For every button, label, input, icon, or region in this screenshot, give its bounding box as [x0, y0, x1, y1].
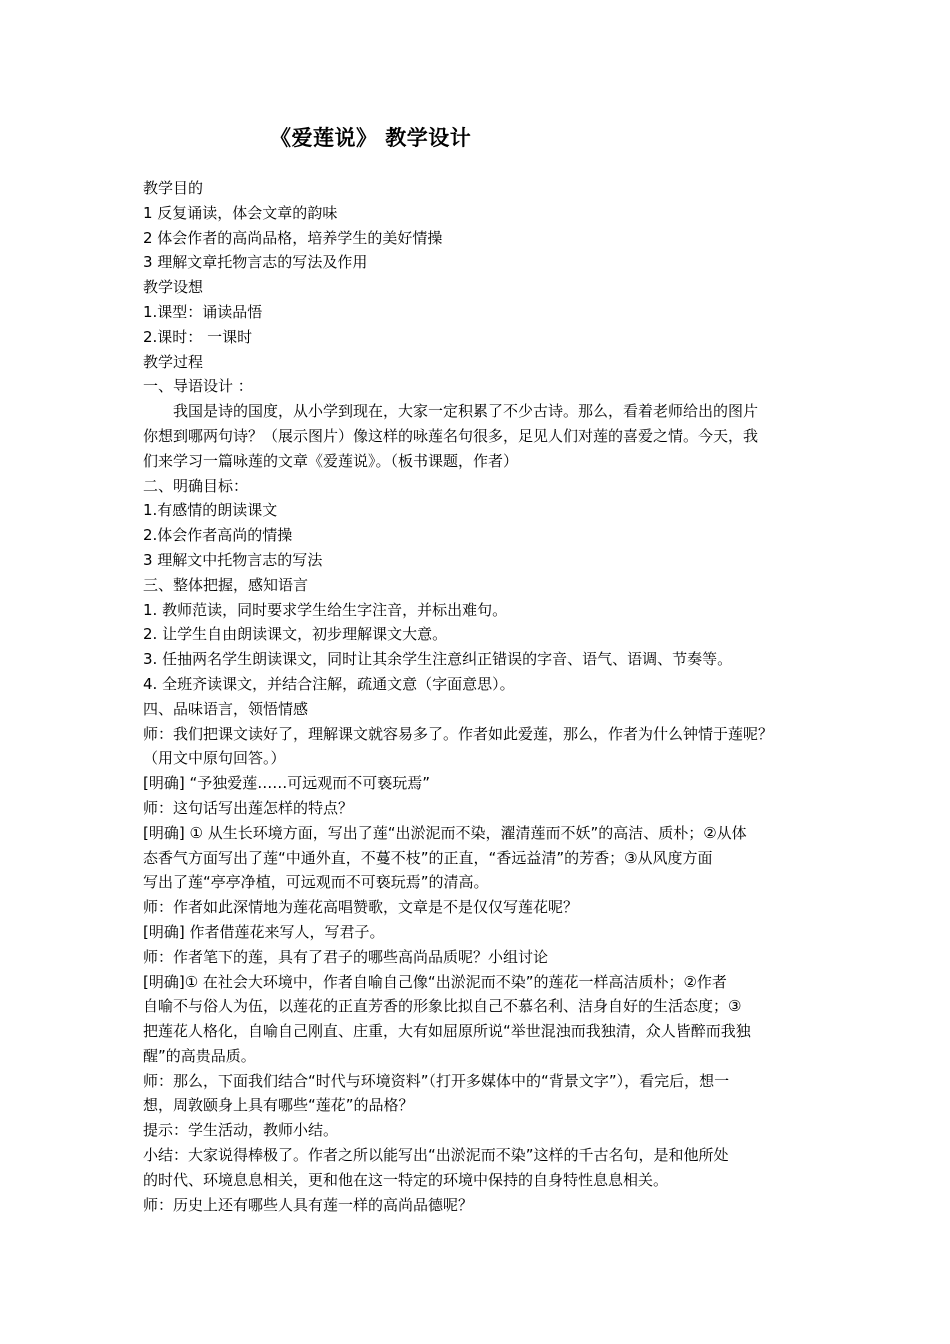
text-line: 4. 全班齐读课文，并结合注解，疏通文意（字面意思）。 — [143, 674, 515, 693]
text-line: 师：历史上还有哪些人具有莲一样的高尚品德呢？ — [143, 1195, 474, 1214]
text-line: 2.课时： 一课时 — [143, 327, 253, 346]
text-line: 小结：大家说得棒极了。作者之所以能写出“出淤泥而不染”这样的千古名句，是和他所处 — [143, 1146, 729, 1165]
text-line: 醒”的高贵品质。 — [143, 1046, 256, 1065]
text-line: 一、导语设计 ： — [143, 377, 253, 396]
text-line: 二、明确目标： — [143, 476, 249, 495]
text-line: 教学设想 — [143, 278, 204, 297]
text-line: 教学过程 — [143, 352, 204, 371]
text-line: 想，周敦颐身上具有哪些“莲花”的品格？ — [143, 1096, 414, 1115]
text-line: 的时代、环境息息相关，更和他在这一特定的环境中保持的自身特性息息相关。 — [143, 1170, 669, 1189]
text-line: 写出了莲“亭亭净植，可远观而不可亵玩焉”的清高。 — [143, 873, 489, 892]
text-line: 2. 让学生自由朗读课文，初步理解课文大意。 — [143, 625, 448, 644]
text-line: [明确]① 在社会大环境中，作者自喻自己像“出淤泥而不染”的莲花一样高洁质朴；②作者 — [143, 972, 727, 991]
text-line: 1 反复诵读，体会文章的韵味 — [143, 203, 338, 222]
text-line: [明确] 作者借莲花来写人，写君子。 — [143, 922, 385, 941]
text-line: 态香气方面写出了莲“中通外直，不蔓不枝”的正直，“香远益清”的芳香；③从风度方面 — [143, 848, 713, 867]
text-line: [明确] ① 从生长环境方面，写出了莲“出淤泥而不染，濯清莲而不妖”的高洁、质朴；②从体 — [143, 823, 747, 842]
text-line: （用文中原句回答。） — [143, 749, 286, 768]
text-line: 提示：学生活动，教师小结。 — [143, 1121, 339, 1140]
text-line: 3. 任抽两名学生朗读课文，同时让其余学生注意纠正错误的字音、语气、语调、节奏等。 — [143, 650, 733, 669]
text-line: 自喻不与俗人为伍，以莲花的正直芳香的形象比拟自己不慕名利、洁身自好的生活态度；③ — [143, 997, 742, 1016]
text-line: 教学目的 — [143, 179, 204, 197]
text-line: 1.有感情的朗读课文 — [143, 501, 278, 520]
text-line: 四、品味语言，领悟情感 — [143, 699, 309, 718]
text-line: 师：作者笔下的莲，具有了君子的哪些高尚品质呢？小组讨论 — [143, 947, 549, 966]
text-line: 1.课型：诵读品悟 — [143, 302, 263, 321]
text-line: 师：作者如此深情地为莲花高唱赞歌，文章是不是仅仅写莲花呢？ — [143, 898, 579, 917]
text-line: 师：这句话写出莲怎样的特点？ — [143, 798, 354, 817]
text-line: 们来学习一篇咏莲的文章《爱莲说》。（板书课题，作者） — [143, 451, 519, 470]
text-line: 2.体会作者高尚的情操 — [143, 526, 293, 545]
text-line: 把莲花人格化，自喻自己刚直、庄重，大有如屈原所说“举世混浊而我独清，众人皆醉而我独 — [143, 1022, 751, 1041]
text-line: 师：我们把课文读好了，理解课文就容易多了。作者如此爱莲，那么，作者为什么钟情于莲呢？ — [143, 724, 774, 743]
text-line: 1. 教师范读，同时要求学生给生字注音，并标出难句。 — [143, 600, 508, 619]
text-line: 我国是诗的国度，从小学到现在，大家一定积累了不少古诗。那么，看着老师给出的图片 — [173, 402, 759, 421]
text-line: 师：那么，下面我们结合“时代与环境资料”（打开多媒体中的“背景文字”），看完后，想一 — [143, 1071, 730, 1090]
text-line: 你想到哪两句诗？（展示图片）像这样的咏莲名句很多，足见人们对莲的喜爱之情。今天，我 — [143, 426, 759, 445]
text-line: 2 体会作者的高尚品格，培养学生的美好情操 — [143, 228, 443, 247]
document-body — [143, 176, 823, 1217]
text-line: 3 理解文章托物言志的写法及作用 — [143, 253, 368, 272]
text-line: [明确] “予独爱莲……可远观而不可亵玩焉” — [143, 774, 431, 793]
text-line: 三、整体把握，感知语言 — [143, 575, 309, 594]
document-title: 《爱莲说》 教学设计 — [270, 126, 472, 150]
text-line: 3 理解文中托物言志的写法 — [143, 550, 323, 569]
